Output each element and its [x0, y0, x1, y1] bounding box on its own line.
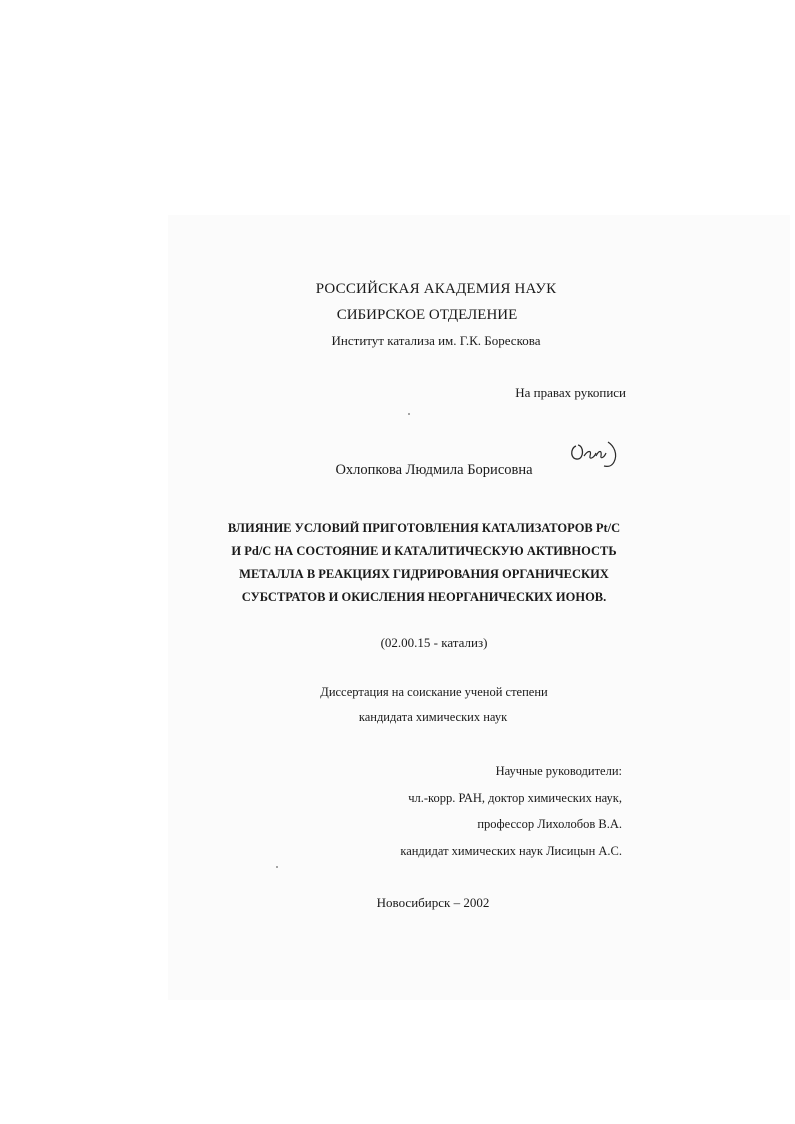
title-line: СУБСТРАТОВ И ОКИСЛЕНИЯ НЕОРГАНИЧЕСКИХ ИОНОВ. [241, 590, 607, 604]
academy-name: РОССИЙСКАЯ АКАДЕМИЯ НАУК [315, 281, 557, 297]
handwritten-signature-icon [568, 434, 624, 470]
dissertation-degree-line2: кандидата химических наук [358, 710, 508, 724]
supervisor-line: чл.-корр. РАН, доктор химических наук, [408, 791, 622, 805]
institute-name: Институт катализа им. Г.К. Борескова [331, 333, 541, 348]
title-line: ВЛИЯНИЕ УСЛОВИЙ ПРИГОТОВЛЕНИЯ КАТАЛИЗАТОРОВ Pt/C [227, 521, 621, 535]
title-line: И Pd/C НА СОСТОЯНИЕ И КАТАЛИТИЧЕСКУЮ АКТИВНОСТЬ [231, 544, 617, 558]
author-name: Охлопкова Людмила Борисовна [335, 462, 533, 478]
dissertation-degree-line1: Диссертация на соискание ученой степени [320, 685, 548, 699]
dissertation-title [226, 517, 622, 609]
specialty-code: (02.00.15 - катализ) [380, 635, 488, 650]
title-line: МЕТАЛЛА В РЕАКЦИЯХ ГИДРИРОВАНИЯ ОРГАНИЧЕСКИХ [239, 567, 609, 581]
scan-speck [408, 413, 410, 415]
scan-speck [276, 866, 278, 868]
supervisor-line: кандидат химических наук Лисицын А.С. [400, 844, 622, 858]
city-year: Новосибирск – 2002 [376, 895, 490, 910]
supervisors-heading: Научные руководители: [495, 764, 622, 778]
branch-name: СИБИРСКОЕ ОТДЕЛЕНИЕ [336, 307, 518, 323]
supervisor-line: профессор Лихолобов В.А. [477, 817, 622, 831]
manuscript-note: На правах рукописи [515, 385, 626, 400]
